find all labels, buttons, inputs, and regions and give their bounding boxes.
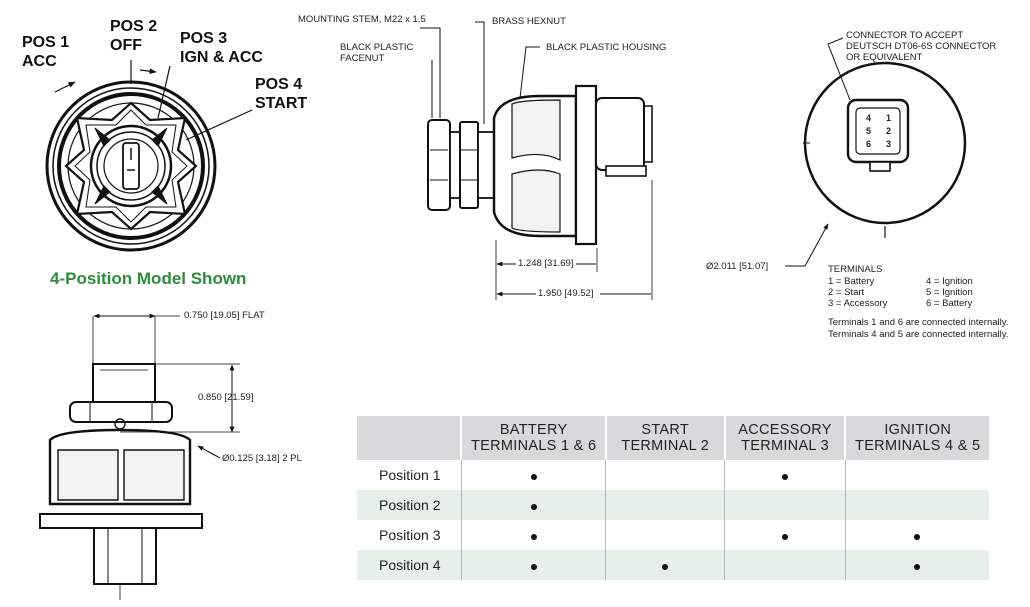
connector-label-line1: CONNECTOR TO ACCEPT xyxy=(846,30,964,41)
table-cell xyxy=(845,520,989,550)
pin-6: 6 xyxy=(866,139,872,149)
table-cell xyxy=(606,460,725,490)
table-row xyxy=(357,490,989,520)
front-view xyxy=(47,60,252,250)
table-header-ignition: IGNITION TERMINALS 4 & 5 xyxy=(845,416,989,460)
dim-1950: 1.950 [49.52] xyxy=(538,288,594,299)
pin-3: 3 xyxy=(886,139,892,149)
terminal-6: 6 = Battery xyxy=(926,298,973,309)
facenut-label-line1: BLACK PLASTIC xyxy=(340,42,414,53)
terminal-5: 5 = Ignition xyxy=(926,287,973,298)
pos3-name: POS 3 xyxy=(180,30,228,47)
table-cell xyxy=(725,460,846,490)
table-header-battery: BATTERY TERMINALS 1 & 6 xyxy=(461,416,605,460)
connection-dot xyxy=(531,474,537,480)
terminals-note-2: Terminals 4 and 5 are connected internally. xyxy=(828,329,1009,340)
pos2-label: OFF xyxy=(110,37,142,54)
dim-pl: Ø0.125 [3.18] 2 PL xyxy=(222,453,302,464)
pos4-name: POS 4 xyxy=(255,76,303,93)
row-label: Position 4 xyxy=(357,550,461,580)
table-cell xyxy=(461,460,605,490)
connection-dot xyxy=(531,504,537,510)
rear-view xyxy=(785,38,965,266)
table-header-blank xyxy=(357,416,461,460)
pos4-label: START xyxy=(255,95,308,112)
terminal-4: 4 = Ignition xyxy=(926,276,973,287)
pos1-name: POS 1 xyxy=(22,34,70,51)
brass-hexnut-label: BRASS HEXNUT xyxy=(492,16,566,27)
table-cell xyxy=(461,490,605,520)
connection-dot xyxy=(914,534,920,540)
table-header-start: START TERMINAL 2 xyxy=(606,416,725,460)
dim-flat: 0.750 [19.05] FLAT xyxy=(184,310,265,321)
table-cell xyxy=(725,520,846,550)
connection-dot xyxy=(531,534,537,540)
table-cell xyxy=(606,490,725,520)
pos1-label: ACC xyxy=(22,53,57,70)
position-terminal-table xyxy=(357,416,989,580)
mounting-stem-label: MOUNTING STEM, M22 x 1.5 xyxy=(298,14,426,25)
table-row xyxy=(357,550,989,580)
table-body xyxy=(357,460,989,580)
connection-dot xyxy=(782,474,788,480)
terminals-note-1: Terminals 1 and 6 are connected internally. xyxy=(828,317,1009,328)
terminal-1: 1 = Battery xyxy=(828,276,875,287)
table-header-accessory: ACCESSORY TERMINAL 3 xyxy=(725,416,846,460)
table-cell xyxy=(845,490,989,520)
terminal-3: 3 = Accessory xyxy=(828,298,888,309)
dim-diameter: Ø2.011 [51.07] xyxy=(706,261,769,272)
table-cell xyxy=(461,550,605,580)
table-cell xyxy=(845,550,989,580)
connection-dot xyxy=(531,564,537,570)
pos2-name: POS 2 xyxy=(110,18,158,35)
pin-2: 2 xyxy=(886,126,892,136)
table-row xyxy=(357,520,989,550)
pin-1: 1 xyxy=(886,113,892,123)
table-cell xyxy=(725,550,846,580)
row-label: Position 3 xyxy=(379,527,441,543)
row-label: Position 1 xyxy=(379,467,441,483)
table-row xyxy=(357,460,989,490)
table-cell xyxy=(725,490,846,520)
table-cell xyxy=(845,460,989,490)
connection-dot xyxy=(662,564,668,570)
table-cell xyxy=(606,550,725,580)
dim-1248: 1.248 [31.69] xyxy=(518,258,574,269)
table-cell xyxy=(461,520,605,550)
row-label: Position 2 xyxy=(357,490,461,520)
facenut-label-line2: FACENUT xyxy=(340,53,385,64)
pos3-label: IGN & ACC xyxy=(180,49,263,66)
connection-dot xyxy=(914,564,920,570)
connection-dot xyxy=(782,534,788,540)
terminals-title: TERMINALS xyxy=(828,264,883,275)
terminal-2: 2 = Start xyxy=(828,287,865,298)
dim-height: 0.850 [21.59] xyxy=(198,392,254,403)
connector-label-line2: DEUTSCH DT06-6S CONNECTOR xyxy=(846,41,997,52)
housing-label: BLACK PLASTIC HOUSING xyxy=(546,42,667,53)
connector-label-line3: OR EQUIVALENT xyxy=(846,52,923,63)
model-caption: 4-Position Model Shown xyxy=(50,269,247,288)
table-cell xyxy=(606,520,725,550)
pin-5: 5 xyxy=(866,126,872,136)
bottom-view xyxy=(40,316,240,600)
pin-4: 4 xyxy=(866,113,872,123)
